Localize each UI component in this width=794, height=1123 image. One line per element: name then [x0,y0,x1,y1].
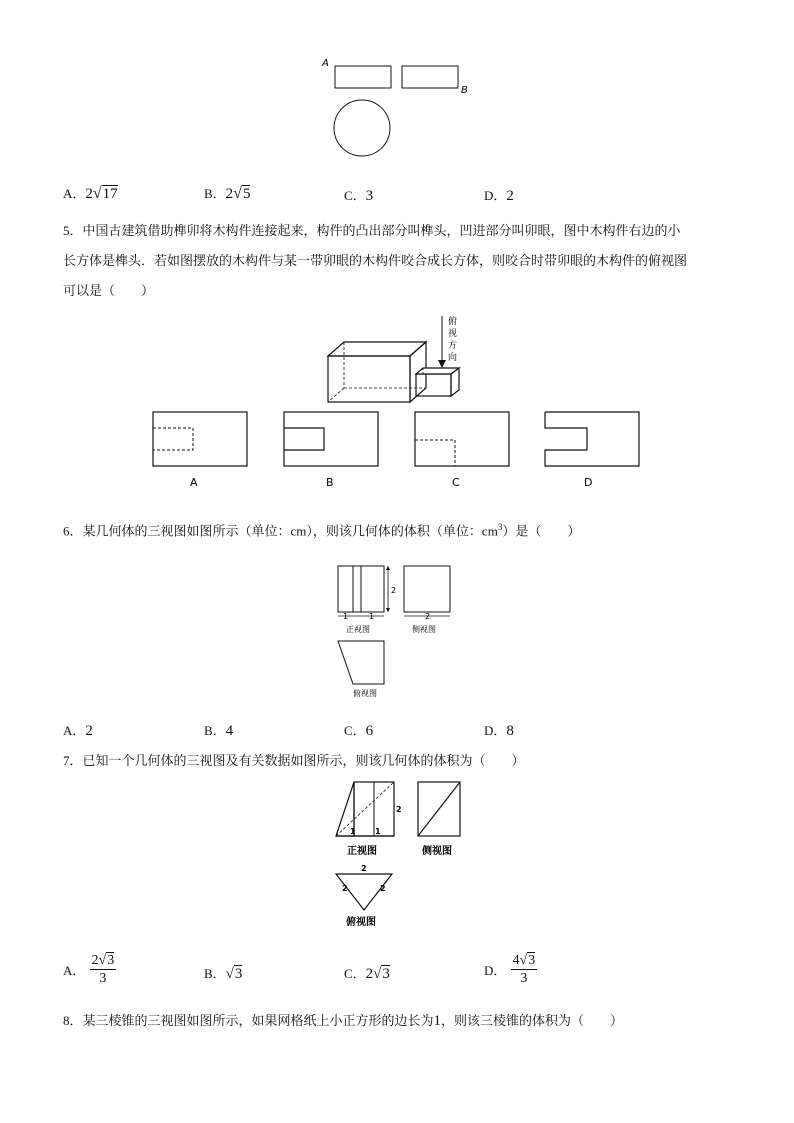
q6-dim-1a: 1 [343,612,349,621]
q6-option-c: C．6 [344,723,374,739]
q5-choice-label-b: B [326,476,334,489]
q4-option-a-value: 2√17 [85,185,118,202]
q7-option-d: D． $\frac{4√3}{3}$ [484,953,536,986]
q5-choice-b-figure [284,412,378,466]
q7-top-label: 俯视图 [346,917,376,928]
q5-text: 5．中国古建筑借助榫卯将木构件连接起来，构件的凸出部分叫榫头，凹进部分叫卯眼，图中木构件右边的小 长方体是榫头．若如图摆放的木构件与某一带卯眼的木构件咬合成长方体，则咬合时带卯眼的木构件的俯视图 可以是（ ） [63,223,688,299]
q4-rect-left [335,66,391,88]
q6-text: 6．某几何体的三视图如图所示（单位：cm），则该几何体的体积（单位：$cm^3$）是（ ） [63,522,581,540]
q4-option-a: A．2√17 [63,185,118,202]
q4-label-a: A [322,58,329,69]
q6-front-label: 正视图 [346,625,370,634]
q6-side-label: 侧视图 [412,625,436,634]
q4-circle [334,100,390,156]
q5-choice-label-d: D [584,476,593,489]
q5-choice-c-figure [415,412,509,466]
q4-label-b: B [461,85,468,96]
q4-option-b: B．2√5 [204,185,251,202]
q7-dim-left-2: 2 [342,884,348,893]
q4-option-c-value: 3 [365,188,374,204]
q4-option-c: C．3 [344,188,374,204]
q5-view-label-2: 视 [448,329,458,339]
q6-option-a: A．2 [63,723,93,739]
q7-dim-top-2: 2 [361,864,367,873]
q7-side-label: 侧视图 [422,846,452,857]
q7-three-views [330,778,470,930]
q4-rect-right [402,66,458,88]
q6-dim-height: 2 [391,586,397,595]
q7-text: 7．已知一个几何体的三视图及有关数据如图所示，则该几何体的体积为（ ） [63,753,525,769]
q4-option-b-value: 2√5 [225,185,251,202]
q7-dim-1-left: 1 [350,827,356,836]
q4-figure [318,54,483,164]
q6-option-b: B．4 [204,723,234,739]
q5-choice-a-figure [153,412,247,466]
q5-wood-figure [322,312,482,407]
q4-option-d-value: 2 [506,188,514,204]
q7-dim-2-right: 2 [396,805,402,814]
q6-three-views [330,560,460,705]
q6-top-label: 俯视图 [353,689,377,698]
q5-choices [150,410,650,492]
q6-dim-width: 2 [425,612,431,621]
q5-choice-label-c: C [452,476,460,489]
q7-option-b: B．√3 [204,966,243,982]
q7-option-a: A． $\frac{2√3}{3}$ [63,953,115,986]
q5-choice-d-figure [545,412,639,466]
q5-view-label-1: 俯 [448,317,458,327]
q7-front-label: 正视图 [347,846,377,857]
q7-option-c: C．2√3 [344,966,390,982]
q8-text: 8．某三棱锥的三视图如图所示，如果网格纸上小正方形的边长为1，则该三棱锥的体积为（ ） [63,1013,624,1029]
q6-dim-1b: 1 [369,612,375,621]
q7-dim-1-right: 1 [375,827,381,836]
q6-option-d: D．8 [484,723,514,739]
q5-view-label-4: 向 [448,353,458,363]
q4-option-d: D．2 [484,188,514,204]
q5-view-label-3: 方 [448,341,458,351]
q7-dim-right-2: 2 [380,884,386,893]
q5-choice-label-a: A [190,476,198,489]
